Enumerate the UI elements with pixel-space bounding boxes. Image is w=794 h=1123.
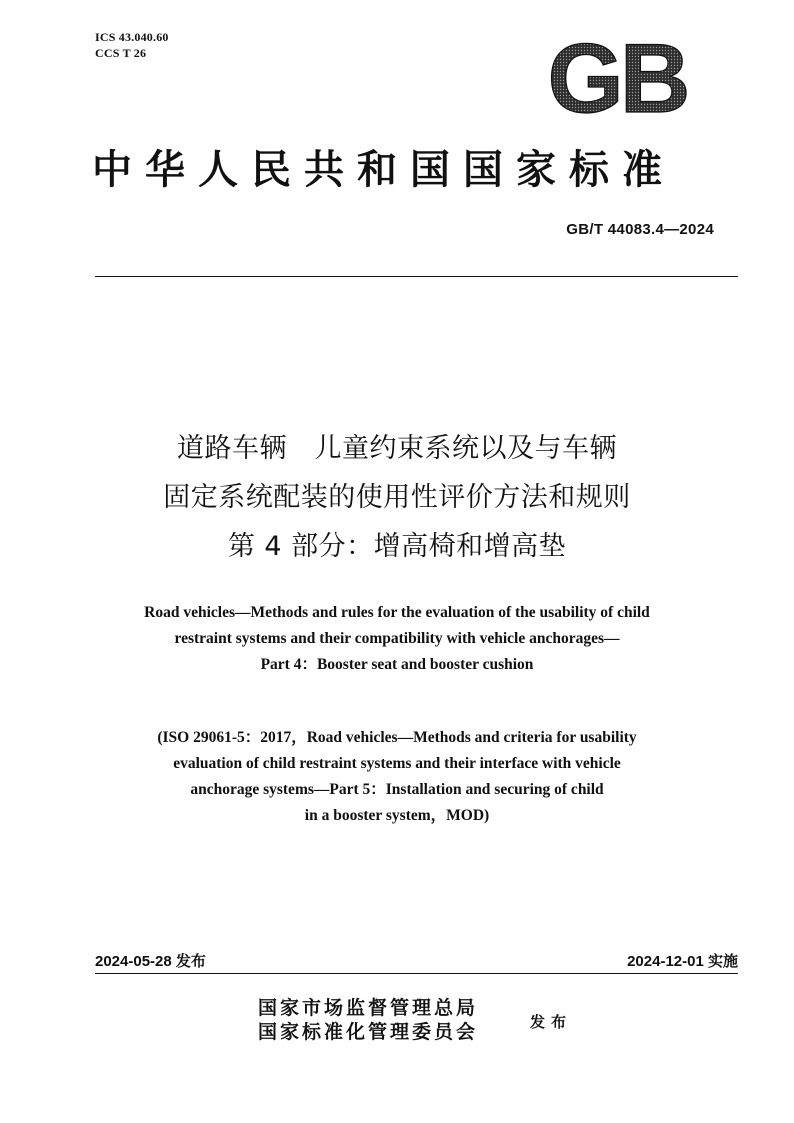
chinese-title-line: 第 4 部分：增高椅和增高垫 [227,531,567,562]
chinese-title-line: 道路车辆 儿童约束系统以及与车辆 [177,433,617,464]
english-title-line: restraint systems and their compatibility with vehicle anchorages— [174,630,620,647]
english-title [60,600,734,678]
ics-code: ICS 43.040.60 [95,30,169,44]
bottom-divider [95,973,738,974]
chinese-title-line: 固定系统配装的使用性评价方法和规则 [163,482,631,513]
ccs-code: CCS T 26 [95,46,147,60]
iso-reference-line: anchorage systems—Part 5：Installation and securing of child [190,781,604,798]
gb-logo-text: GB [547,34,687,118]
english-title-line: Part 4：Booster seat and booster cushion [260,656,534,673]
issue-action: 发布 [530,1013,573,1031]
implement-date: 2024-12-01 实施 [627,953,738,970]
iso-reference-line: evaluation of child restraint systems and their interface with vehicle [173,755,621,772]
standard-number: GB/T 44083.4—2024 [566,221,714,238]
issuer-sac: 国家标准化管理委员会 [258,1021,479,1043]
iso-reference-line: (ISO 29061-5：2017，Road vehicles—Methods and criteria for usability [157,729,637,746]
publish-date: 2024-05-28 发布 [95,953,206,970]
iso-reference-line: in a booster system，MOD) [304,807,490,824]
top-divider [95,276,738,277]
national-standard-title: 中华人民共和国国家标准 [92,146,675,193]
iso-reference [60,725,734,829]
issuer-samr: 国家市场监督管理总局 [258,997,479,1019]
chinese-title [60,424,734,571]
classification-codes [95,29,169,61]
issuing-authorities [258,996,478,1044]
english-title-line: Road vehicles—Methods and rules for the evaluation of the usability of child [144,604,650,621]
gb-logo [538,34,696,118]
